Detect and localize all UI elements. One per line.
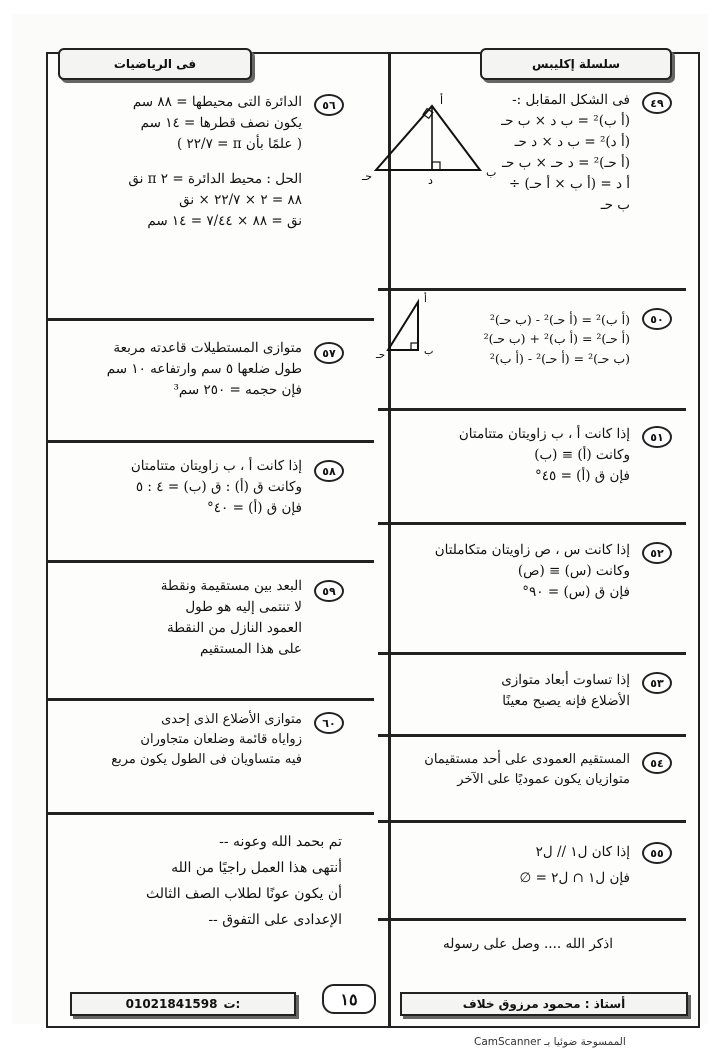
answer-line: يكون نصف قطرها = ١٤ سم <box>140 114 302 131</box>
question-52 <box>384 536 640 648</box>
vertex-label-a: أ <box>440 94 444 107</box>
vertex-label-c: حـ <box>376 350 386 361</box>
subject-header <box>58 48 252 80</box>
solution-line: الحل : محيط الدائرة = ٢ π نق <box>128 170 302 187</box>
question-57 <box>52 334 312 438</box>
question-number: ٥١ <box>642 426 672 448</box>
question-text: البعد بين مستقيمة ونقطة <box>160 578 302 594</box>
question-56 <box>52 88 312 316</box>
teacher-footer <box>400 992 688 1016</box>
question-text: إذا تساوت أبعاد متوازى <box>501 672 630 688</box>
answer-line: فإن ل١ ∩ ل٢ = ∅ <box>519 869 630 886</box>
page-number: ١٥ <box>322 984 376 1014</box>
answer-line: فإن حجمه = ٢٥٠ سم³ <box>173 381 302 398</box>
closing-remembrance <box>384 926 674 974</box>
question-number: ٥٠ <box>642 308 672 330</box>
question-text: طول ضلعها ٥ سم وارتفاعه ١٠ سم <box>106 360 302 377</box>
answer-line: (ب حـ)² = (أ حـ)² - (أ ب)² <box>489 350 630 366</box>
question-number: ٥٤ <box>642 752 672 774</box>
series-title: سلسلة إكليبس <box>532 57 621 71</box>
subject-title: فى الرياضيات <box>113 57 197 71</box>
question-text: متوازى المستطيلات قاعدته مربعة <box>113 340 302 356</box>
question-number: ٥٦ <box>314 94 344 116</box>
phone-label: ت: <box>223 997 241 1011</box>
vertex-label-b: ب <box>424 346 434 357</box>
solution-line: نق = ٨٨ × ٧/٤٤ = ١٤ سم <box>147 212 302 229</box>
closing-line: أنتهى هذا العمل راجيًا من الله <box>171 859 342 876</box>
question-49 <box>484 86 640 286</box>
answer-line: العمود النازل من النقطة <box>166 619 302 636</box>
question-text: إذا كانت أ ، ب زاويتان متتامتان <box>130 458 302 474</box>
series-header <box>480 48 672 80</box>
remembrance-text: اذكر الله .... وصل على رسوله <box>443 936 613 952</box>
question-text: وكانت ق (أ) : ق (ب) = ٤ : ٥ <box>135 478 302 495</box>
question-51 <box>384 420 640 520</box>
vertex-label-c: حـ <box>362 170 373 183</box>
question-text: وكانت (س) ≡ (ص) <box>517 562 630 579</box>
answer-line: فإن ق (أ) = ٤٥° <box>535 467 630 484</box>
question-number: ٥٣ <box>642 672 672 694</box>
answer-line: فإن ق (س) = ٩٠° <box>522 583 630 600</box>
question-number: ٥٨ <box>314 460 344 482</box>
question-text: زواياه قائمة وضلعان متجاوران <box>140 732 302 748</box>
question-60 <box>52 706 312 810</box>
answer-line: (أ ب)² = (أ حـ)² - (ب حـ)² <box>489 312 630 327</box>
question-text: متوازى الأضلاع الذى إحدى <box>161 712 302 727</box>
vertex-label-d: د <box>428 174 433 187</box>
answer-line: أ د = (أ ب × أ حـ) ÷ ب حـ <box>508 175 630 213</box>
question-number: ٥٢ <box>642 542 672 564</box>
closing-line: أن يكون عونًا لطلاب الصف الثالث <box>145 885 342 902</box>
question-number: ٥٥ <box>642 842 672 864</box>
question-54 <box>384 746 640 818</box>
answer-line: فإن ق (أ) = ٤٠° <box>207 499 302 516</box>
right-triangle-figure <box>376 294 438 362</box>
question-59 <box>52 572 312 696</box>
closing-line: الإعدادى على التفوق -- <box>208 911 342 928</box>
phone-number: 01021841598 <box>125 997 218 1011</box>
answer-line: فيه متساويان فى الطول يكون مربع <box>111 752 302 768</box>
closing-note <box>52 826 352 976</box>
answer-line: (أ حـ)² = د حـ × ب حـ <box>501 154 630 171</box>
question-text: فى الشكل المقابل :- <box>512 92 630 108</box>
phone-footer <box>70 992 296 1016</box>
answer-line: على هذا المستقيم <box>200 640 302 657</box>
teacher-name: أستاذ : محمود مرزوق خلاف <box>462 997 626 1011</box>
answer-line: (أ د)² = ب د × د حـ <box>514 133 630 150</box>
question-text: وكانت (أ) ≡ (ب) <box>534 446 630 463</box>
question-58 <box>52 452 312 556</box>
question-53 <box>384 666 640 732</box>
question-text: إذا كانت أ ، ب زاويتان متتامتان <box>458 426 630 442</box>
vertex-label-a: أ <box>424 294 427 305</box>
question-text: الدائرة التى محيطها = ٨٨ سم <box>132 94 302 110</box>
question-text: إذا كانت س ، ص زاويتان متكاملتان <box>434 542 630 558</box>
question-55 <box>384 836 640 916</box>
answer-line: الأضلاع فإنه يصبح معينًا <box>502 692 630 709</box>
question-number: ٥٩ <box>314 580 344 602</box>
question-text: إذا كان ل١ // ل٢ <box>535 844 630 860</box>
answer-line: متوازيان يكون عموديًا على الآخر <box>457 772 630 788</box>
right-triangle-figure <box>362 94 497 188</box>
closing-line: تم بحمد الله وعونه -- <box>219 834 342 850</box>
question-text: المستقيم العمودى على أحد مستقيمان <box>424 752 630 767</box>
vertex-label-b: ب <box>486 166 497 179</box>
answer-line: (أ ب)² = ب د × ب حـ <box>501 112 630 129</box>
question-number: ٥٧ <box>314 342 344 364</box>
question-text: ( علمًا بأن π = ٢٢/٧ ) <box>176 135 302 152</box>
answer-line: لا تنتمى إليه هو طول <box>185 598 302 615</box>
question-number: ٤٩ <box>642 92 672 114</box>
question-number: ٦٠ <box>314 712 344 734</box>
question-50 <box>440 306 640 406</box>
solution-line: ٨٨ = ٢ × ٢٢/٧ × نق <box>179 191 302 208</box>
scanner-watermark: الممسوحة ضوئيا بـ CamScanner <box>474 1036 626 1048</box>
answer-line: (أ حـ)² = (أ ب)² + (ب حـ)² <box>483 331 630 347</box>
